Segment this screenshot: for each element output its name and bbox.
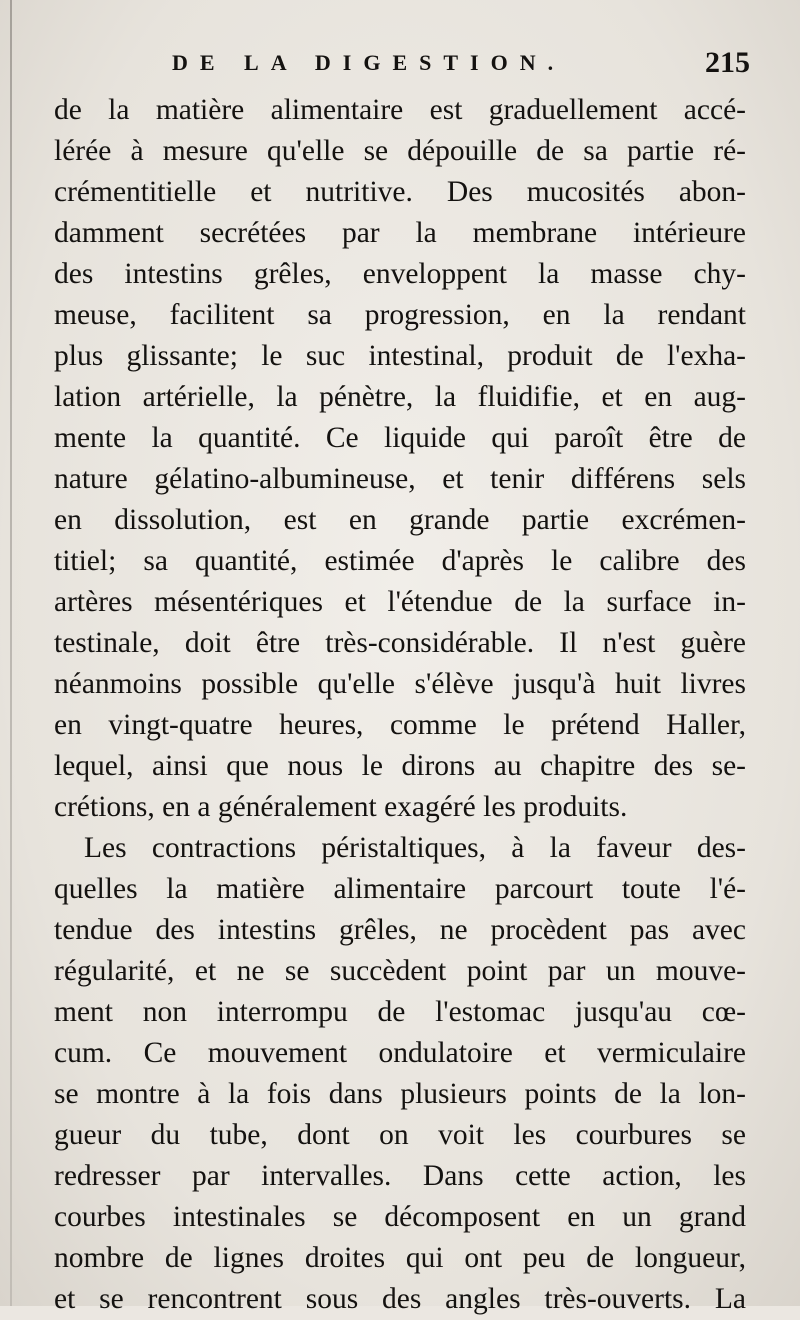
text-line: lation artérielle, la pénètre, la fluidifie, et en aug- (54, 381, 746, 413)
running-head (160, 46, 750, 90)
text-line: lérée à mesure qu'elle se dépouille de sa partie ré- (54, 135, 746, 167)
text-line: redresser par intervalles. Dans cette action, les (54, 1160, 746, 1192)
text-line: lequel, ainsi que nous le dirons au chapitre des se- (54, 750, 746, 782)
text-line: néanmoins possible qu'elle s'élève jusqu'à huit livres (54, 668, 746, 700)
text-line: de la matière alimentaire est graduellement accé- (54, 94, 746, 126)
text-line: nombre de lignes droites qui ont peu de longueur, (54, 1242, 746, 1274)
text-line: courbes intestinales se décomposent en un grand (54, 1201, 746, 1233)
text-line: ment non interrompu de l'estomac jusqu'au cœ- (54, 996, 746, 1028)
body-text (54, 90, 746, 1320)
text-line: gueur du tube, dont on voit les courbures se (54, 1119, 746, 1151)
page-number: 215 (705, 46, 750, 79)
text-line: testinale, doit être très-considérable. Il n'est guère (54, 627, 746, 659)
text-line: nature gélatino-albumineuse, et tenir différens sels (54, 463, 746, 495)
paragraph-last-line: crétions, en a généralement exagéré les produits. (54, 791, 628, 823)
text-line: régularité, et ne se succèdent point par un mouve- (54, 955, 746, 987)
text-line: cum. Ce mouvement ondulatoire et vermiculaire (54, 1037, 746, 1069)
text-line: des intestins grêles, enveloppent la masse chy- (54, 258, 746, 290)
text-line: tendue des intestins grêles, ne procèdent pas avec (54, 914, 746, 946)
text-line: quelles la matière alimentaire parcourt toute l'é- (54, 873, 746, 905)
page-fold-shadow (10, 0, 12, 1306)
text-line: damment secrétées par la membrane intérieure (54, 217, 746, 249)
text-line: mente la quantité. Ce liquide qui paroît être de (54, 422, 746, 454)
paragraph-first-line: Les contractions péristaltiques, à la faveur des- (84, 832, 746, 864)
running-title: DE LA DIGESTION. (172, 50, 566, 75)
text-line: crémentitielle et nutritive. Des mucosités abon- (54, 176, 746, 208)
text-line: artères mésentériques et l'étendue de la surface in- (54, 586, 746, 618)
text-line: meuse, facilitent sa progression, en la rendant (54, 299, 746, 331)
text-line: plus glissante; le suc intestinal, produit de l'exha- (54, 340, 746, 372)
text-line: se montre à la fois dans plusieurs points de la lon- (54, 1078, 746, 1110)
text-line: titiel; sa quantité, estimée d'après le calibre des (54, 545, 746, 577)
text-line: et se rencontrent sous des angles très-ouverts. La (54, 1283, 746, 1315)
text-line: en vingt-quatre heures, comme le prétend Haller, (54, 709, 746, 741)
text-line: en dissolution, est en grande partie excrémen- (54, 504, 746, 536)
